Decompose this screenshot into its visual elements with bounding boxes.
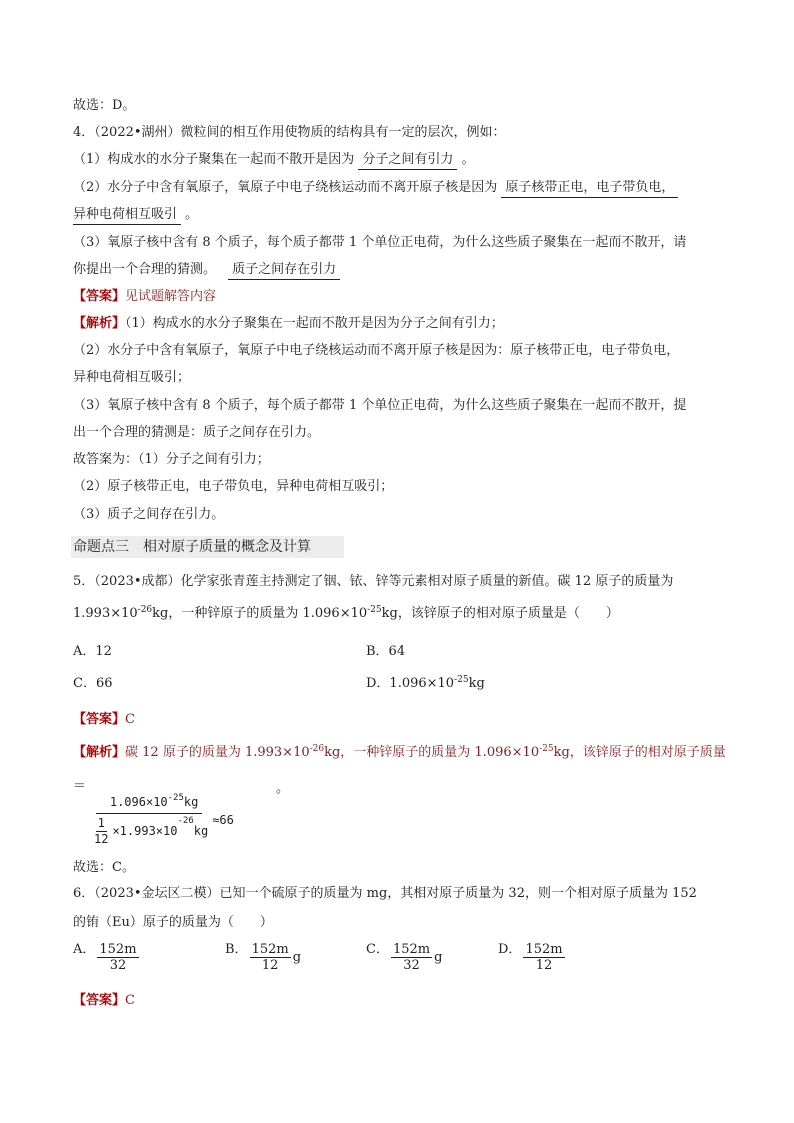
frac-num: 1 [97, 816, 105, 830]
frac-den: 12 [261, 958, 279, 973]
q4-answer [73, 288, 216, 306]
analysis-text: 碳 12 原子的质量为 1.993×10 [125, 745, 310, 760]
frac-den: 32 [109, 958, 127, 973]
frac-den: 12 [94, 832, 109, 846]
den-text: ×1.993×10 [112, 824, 178, 838]
q5-exp: -25 [367, 605, 382, 615]
q5-option-c: C．66 [73, 676, 113, 691]
analysis-text: kg，一种锌原子的质量为 1.096×10 [324, 745, 540, 760]
calc-fraction [86, 793, 234, 847]
q5-option-d [366, 675, 485, 693]
q4-sub1-post: 。 [461, 152, 475, 167]
den-exp: -26 [177, 816, 194, 826]
q4-sub2-text: （2）水分子中含有氧原子，氧原子中电子绕核运动而不离开原子核是因为 [73, 180, 498, 195]
q4-analysis-2: （2）水分子中含有氧原子，氧原子中电子绕核运动而不离开原子核是因为：原子核带正电，电子带负电， [73, 343, 680, 358]
frac-num: 152m [392, 942, 431, 957]
analysis-tag: 【解析】 [73, 316, 126, 331]
q5-answer [73, 711, 135, 729]
answer-tag: 【答案】 [73, 712, 126, 727]
q5-opt-d-text: D．1.096×10 [366, 676, 455, 691]
q5-exp: -26 [137, 605, 153, 615]
q4-sub2-post: 。 [185, 207, 199, 222]
opt-unit: g [434, 950, 443, 965]
answer-tag: 【答案】 [73, 289, 126, 304]
opt-label: D． [498, 942, 522, 957]
eq-end-dot: 。 [276, 781, 290, 796]
q5-stem-1: 5．（2023•成都）化学家张青莲主持测定了铟、铱、锌等元素相对原子质量的新值。碳 12 原子的质量为 [73, 574, 674, 589]
answer-tag: 【答案】 [73, 993, 126, 1008]
den-unit: kg [193, 824, 209, 838]
q6-answer [73, 992, 135, 1010]
q4-sub1 [73, 151, 475, 170]
num-text: 1.096×10 [109, 795, 168, 809]
q4-sub3-text: 你提出一个合理的猜测。 [73, 262, 217, 277]
q4-sub1-answer: 分子之间有引力 [358, 151, 457, 170]
num-unit: kg [183, 795, 199, 809]
q6-option-a [73, 942, 141, 973]
opt-c-fraction [391, 942, 432, 973]
q5-text: 1.993×10 [73, 606, 138, 621]
frac-den: 32 [403, 958, 420, 973]
q5-stem-2 [73, 605, 619, 623]
q4-sub3-cont [73, 261, 340, 280]
q4-analysis-3b: 出一个合理的猜测是：质子之间存在引力。 [73, 425, 321, 440]
analysis-exp: -25 [539, 744, 554, 754]
opt-label: B． [225, 942, 248, 957]
one-twelfth [92, 816, 110, 847]
q4-sub3: （3）氧原子核中含有 8 个质子，每个质子都带 1 个单位正电荷，为什么这些质子聚集在一起而不散开，请 [73, 235, 687, 250]
q4-stem: 4．（2022•湖州）微粒间的相互作用使物质的结构具有一定的层次，例如： [73, 125, 506, 140]
q4-sub2-cont [73, 206, 198, 225]
eq-sign: ＝ [73, 779, 87, 794]
numerator [96, 793, 203, 814]
big-fraction [86, 793, 212, 847]
q4-sub2-answer-cont: 异种电荷相互吸引 [73, 206, 181, 225]
frac-num: 152m [99, 942, 137, 957]
q5-text: kg，该锌原子的相对原子质量是（ ） [381, 606, 619, 621]
q4-final-1: 故答案为：（1）分子之间有引力； [73, 452, 270, 467]
opt-b-fraction [250, 942, 291, 973]
q4-analysis-2b: 异种电荷相互吸引； [73, 370, 191, 385]
q6-option-c [366, 942, 442, 973]
analysis-text: （1）构成水的水分子聚集在一起而不散开是因为分子之间有引力； [125, 316, 504, 331]
q4-final-2: （2）原子核带正电，电子带负电，异种电荷相互吸引； [73, 479, 394, 494]
q5-final: 故选：C。 [73, 860, 135, 875]
q6-option-d [498, 942, 567, 973]
q6-stem-1: 6．（2023•金坛区二模）已知一个硫原子的质量为 mg，其相对原子质量为 32，则一个相对原子质量为 152 [73, 886, 697, 901]
q6-stem-2: 的铕（Eu）原子的质量为（ ） [73, 915, 273, 930]
denominator [86, 814, 212, 847]
frac-num: 152m [525, 942, 563, 957]
q4-sub1-text: （1）构成水的水分子聚集在一起而不散开是因为 [73, 152, 355, 167]
q5-opt-d-exp: -25 [454, 675, 469, 685]
q5-option-b: B．64 [366, 644, 406, 659]
num-exp: -25 [167, 793, 184, 803]
analysis-exp: -26 [309, 744, 325, 754]
q4-analysis-3: （3）氧原子核中含有 8 个质子，每个质子都带 1 个单位正电荷，为什么这些质子聚集在一起而不散开，提 [73, 398, 687, 413]
prev-answer-line: 故选：D。 [73, 98, 136, 113]
analysis-text: kg，该锌原子的相对原子质量 [553, 745, 726, 760]
opt-unit: g [292, 950, 302, 965]
q4-final-3: （3）质子之间存在引力。 [73, 507, 225, 522]
analysis-tag: 【解析】 [73, 745, 126, 760]
q5-text: kg，一种锌原子的质量为 1.096×10 [152, 606, 368, 621]
q5-option-a: A．12 [73, 644, 112, 659]
q5-opt-d-unit: kg [468, 676, 485, 691]
answer-text: C [125, 993, 135, 1008]
answer-text: 见试题解答内容 [125, 289, 217, 304]
frac-den: 12 [535, 958, 553, 973]
frac-num: 152m [251, 942, 289, 957]
opt-a-fraction [97, 942, 138, 973]
q4-analysis-1 [73, 315, 504, 333]
opt-d-fraction [523, 942, 564, 973]
approx-result: ≈66 [212, 813, 234, 827]
opt-label: A． [73, 942, 96, 957]
q6-option-b [225, 942, 301, 973]
q4-sub2-answer: 原子核带正电，电子带负电， [501, 179, 678, 198]
answer-text: C [125, 712, 135, 727]
q4-sub2 [73, 179, 678, 198]
q5-analysis [73, 744, 726, 762]
q4-sub3-answer: 质子之间存在引力 [228, 261, 340, 280]
opt-label: C． [366, 942, 389, 957]
section-title: 命题点三 相对原子质量的概念及计算 [73, 539, 311, 555]
